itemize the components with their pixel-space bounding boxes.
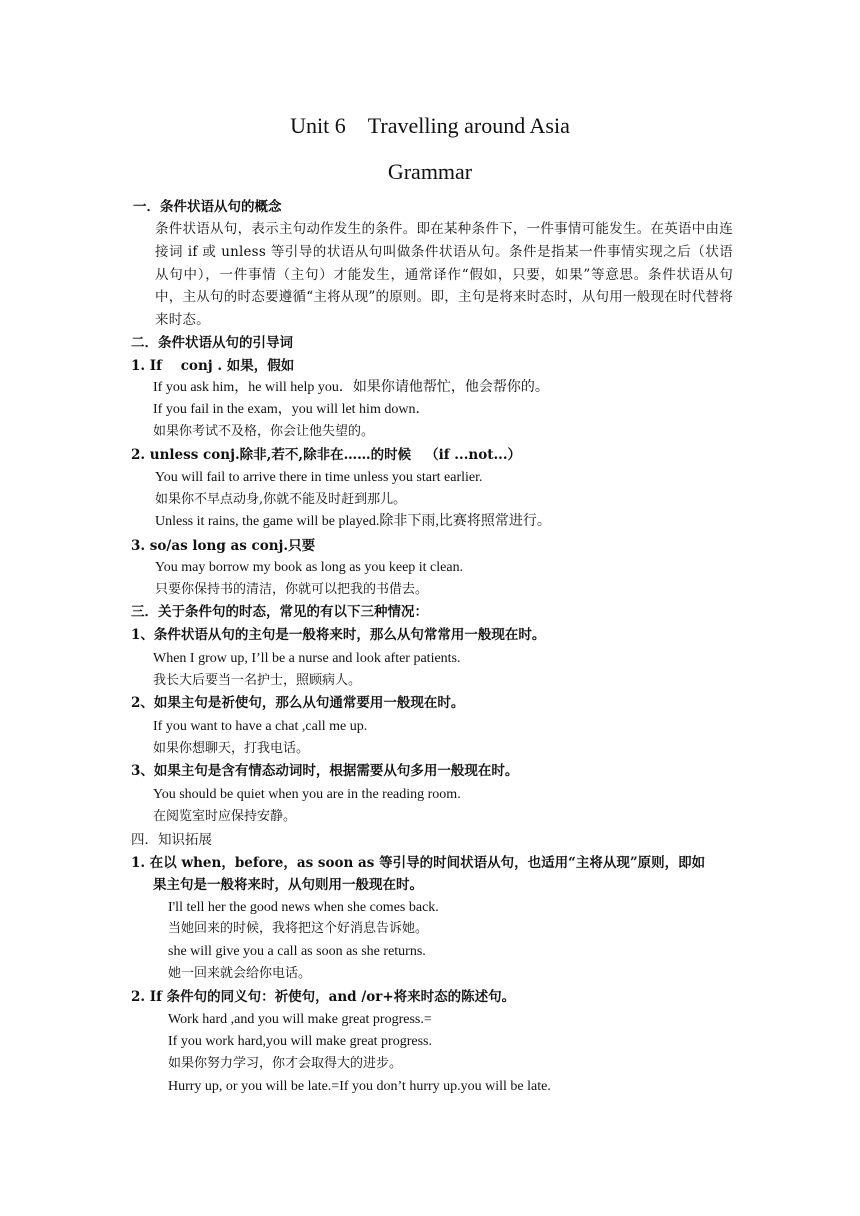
text-line: 我长大后要当一名护士，照顾病人。	[153, 673, 362, 688]
text-line: 2、如果主句是祈使句，那么从句通常要用一般现在时。	[131, 695, 465, 711]
text-line: 一．条件状语从句的概念	[133, 199, 282, 215]
text-line: 她一回来就会给你电话。	[168, 966, 312, 981]
text-line: 1. If conj . 如果，假如	[131, 358, 295, 374]
text-line: 1、条件状语从句的主句是一般将来时，那么从句常常用一般现在时。	[131, 627, 546, 643]
document-subtitle: Grammar	[387, 159, 473, 184]
text-line: If you want to have a chat ,call me up.	[153, 719, 368, 734]
definition-paragraph: 条件状语从句，表示主句动作发生的条件。即在某种条件下，一件事情可能发生。在英语中由连接词 if 或 unless 等引导的状语从句叫做条件状语从句。条件是指某一件事情实现之后（状语从句中），一件事情（主句）才能发生，通常译作“假如，只要，如果”等意思。条件状语从句中，主从句的时态要遵循“主将从现”的原则。即，主句是将来时态时，从句用一般现在时代替将来时态。	[155, 221, 733, 329]
text-line: 只要你保持书的清洁，你就可以把我的书借去。	[155, 582, 429, 597]
text-line: she will give you a call as soon as she returns.	[168, 944, 426, 959]
text-line: 二．条件状语从句的引导词	[131, 335, 293, 351]
text-line: 三．关于条件句的时态，常见的有以下三种情况：	[131, 604, 428, 620]
text-line: 2. unless conj.除非,若不,除非在……的时候 （if ...not...）	[131, 447, 522, 463]
text-line: 如果你努力学习，你才会取得大的进步。	[168, 1056, 403, 1071]
text-line: 如果你考试不及格，你会让他失望的。	[153, 424, 375, 439]
text-line: Unless it rains, the game will be played.除非下雨,比赛将照常进行。	[155, 514, 551, 529]
text-line: 1. 在以 when，before，as soon as 等引导的时间状语从句，也适用“主将从现”原则，即如	[131, 855, 706, 871]
text-line: 3、如果主句是含有情态动词时，根据需要从句多用一般现在时。	[131, 763, 519, 779]
text-line: Work hard ,and you will make great progress.=	[168, 1012, 432, 1027]
text-line: 3. so/as long as conj.只要	[131, 538, 316, 554]
text-line: 当她回来的时候，我将把这个好消息告诉她。	[168, 921, 429, 936]
text-line: 如果你不早点动身,你就不能及时赶到那儿。	[155, 492, 407, 507]
text-line: 四．知识拓展	[131, 832, 212, 848]
text-line: 在阅览室时应保持安静。	[153, 809, 297, 824]
text-line: 2. If 条件句的同义句：祈使句，and /or+将来时态的陈述句。	[131, 989, 516, 1005]
text-line: I'll tell her the good news when she comes back.	[168, 900, 439, 915]
text-line: 果主句是一般将来时，从句则用一般现在时。	[153, 877, 423, 893]
document-title: Unit 6 Travelling around Asia	[290, 113, 570, 138]
text-line: If you fail in the exam，you will let him down．	[153, 402, 430, 417]
text-line: When I grow up, I’ll be a nurse and look after patients.	[153, 651, 461, 666]
text-line: You may borrow my book as long as you keep it clean.	[155, 560, 464, 575]
text-line: Hurry up, or you will be late.=If you don’t hurry up.you will be late.	[168, 1079, 551, 1094]
text-line: If you work hard,you will make great progress.	[168, 1034, 432, 1049]
text-line: You will fail to arrive there in time unless you start earlier.	[155, 470, 483, 485]
text-line: You should be quiet when you are in the reading room.	[153, 787, 461, 802]
text-line: 如果你想聊天，打我电话。	[153, 741, 310, 756]
text-line: If you ask him，he will help you．如果你请他帮忙，他会帮你的。	[153, 380, 549, 395]
